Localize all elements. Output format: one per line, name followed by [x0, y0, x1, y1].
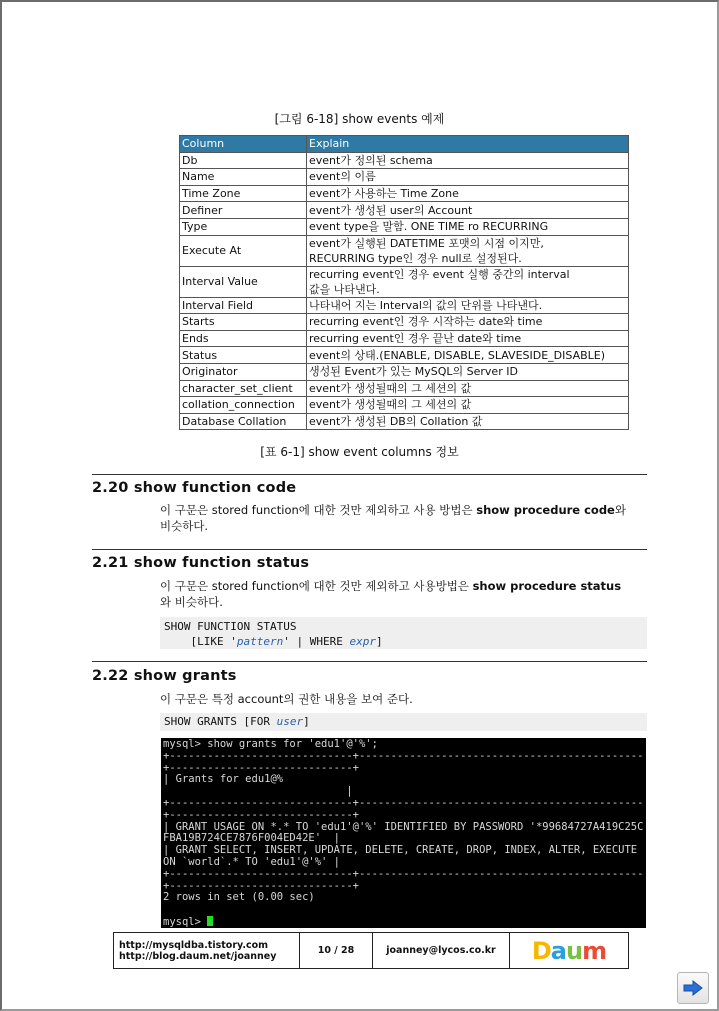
page-footer [113, 932, 629, 969]
table-row [180, 380, 629, 397]
terminal-line: +-----------------------------+ [163, 879, 359, 892]
cell-column: character_set_client [180, 380, 307, 397]
section-text-show-grants: 이 구문은 특정 account의 권한 내용을 보여 준다. [160, 692, 413, 706]
terminal-line: | GRANT SELECT, INSERT, UPDATE, DELETE, CREATE, DROP, INDEX, ALTER, EXECUTE [163, 844, 638, 857]
table-header-row [180, 136, 629, 153]
section-title-function-status: 2.21 show function status [92, 555, 310, 571]
daum-logo-text [532, 937, 606, 965]
table-row [180, 218, 629, 235]
footer-links [114, 933, 300, 968]
event-columns-table [179, 135, 629, 430]
terminal-cursor [207, 916, 213, 926]
terminal-prompt: mysql> [163, 915, 208, 928]
table-row [180, 347, 629, 364]
table-row [180, 297, 629, 314]
table-row [180, 330, 629, 347]
header-explain: Explain [307, 136, 629, 153]
terminal-screenshot [161, 738, 646, 928]
syntax-code-block [160, 713, 647, 731]
footer-link-daum-blog[interactable]: http://blog.daum.net/joanney [119, 950, 277, 962]
cell-explain: event가 생성된 user의 Account [307, 202, 629, 219]
table-row [180, 185, 629, 202]
terminal-line: +-----------------------------+--------------------------------------------- [163, 749, 644, 762]
arrow-right-icon [683, 980, 703, 996]
table-row [180, 152, 629, 169]
cell-explain: recurring event인 경우 끝난 date와 time [307, 330, 629, 347]
section-title-show-grants: 2.22 show grants [92, 668, 237, 684]
logo-letter: a [550, 936, 566, 965]
terminal-line: FBA19B724CE7876F004ED42E' | [163, 832, 341, 845]
daum-logo [510, 933, 628, 968]
code-param-pattern: pattern [236, 635, 284, 648]
text: 이 구문은 stored function에 대한 것만 제외하고 사용 방법은 [160, 503, 477, 517]
cell-explain: event의 이름 [307, 169, 629, 186]
cell-column: collation_connection [180, 397, 307, 414]
cell-explain: event가 생성될때의 그 세션의 값 [307, 397, 629, 414]
footer-link-tistory[interactable]: http://mysqldba.tistory.com [119, 939, 268, 951]
cell-column: Execute At [180, 235, 307, 266]
cell-explain: recurring event인 경우 시작하는 date와 time [307, 314, 629, 331]
next-page-button[interactable] [677, 972, 709, 1004]
table-caption: [표 6-1] show event columns 정보 [260, 445, 459, 459]
terminal-line: | Grants for edu1@% [163, 773, 284, 786]
cell-column: Ends [180, 330, 307, 347]
section-text-function-status [160, 578, 630, 610]
cell-column: Database Collation [180, 413, 307, 430]
terminal-line: | GRANT USAGE ON *.* TO 'edu1'@'%' IDENTIFIED BY PASSWORD '*99684727A419C25C [163, 820, 644, 833]
cell-column: Type [180, 218, 307, 235]
logo-letter: D [531, 936, 551, 965]
bold-text: show procedure code [476, 503, 615, 517]
terminal-line: +-----------------------------+ [163, 808, 359, 821]
code-param-user: user [276, 715, 304, 728]
code-param-expr: expr [349, 635, 376, 648]
table-row [180, 314, 629, 331]
cell-explain: event가 생성된 DB의 Collation 값 [307, 413, 629, 430]
table-row [180, 397, 629, 414]
bold-text: show procedure status [472, 579, 622, 593]
terminal-line [163, 904, 644, 916]
text: 와 비슷하다. [160, 595, 223, 609]
header-column: Column [180, 136, 307, 153]
terminal-line: mysql> show grants for 'edu1'@'%'; [163, 738, 378, 750]
terminal-line: 2 rows in set (0.00 sec) [163, 891, 315, 904]
cell-explain: event의 상태.(ENABLE, DISABLE, SLAVESIDE_DISABLE) [307, 347, 629, 364]
table-row [180, 235, 629, 266]
terminal-line: | [163, 785, 353, 798]
table-row [180, 202, 629, 219]
table-row [180, 266, 629, 297]
text: 와 비슷하다. [160, 503, 626, 533]
logo-letter: m [582, 936, 607, 965]
cell-column: Interval Field [180, 297, 307, 314]
code-text: SHOW GRANTS [FOR [164, 715, 277, 728]
cell-explain: event type을 말함. ONE TIME ro RECURRING [307, 218, 629, 235]
code-text: ] [375, 635, 383, 648]
section-text-function-code [160, 502, 630, 534]
text: 이 구문은 stored function에 대한 것만 제외하고 사용방법은 [160, 579, 473, 593]
cell-column: Originator [180, 363, 307, 380]
page-number: 10 / 28 [300, 933, 373, 968]
code-text: [LIKE ' [164, 635, 237, 648]
cell-column: Definer [180, 202, 307, 219]
terminal-line: ON `world`.* TO 'edu1'@'%' | [163, 855, 341, 868]
cell-explain: event가 정의된 schema [307, 152, 629, 169]
cell-explain: recurring event인 경우 event 실행 중간의 interval 값을 나타낸다. [307, 266, 629, 297]
cell-explain: 생성된 Event가 있는 MySQL의 Server ID [307, 363, 629, 380]
terminal-line: +-----------------------------+--------------------------------------------- [163, 796, 644, 809]
code-text: ] [303, 715, 310, 728]
code-line: SHOW FUNCTION STATUS [164, 620, 297, 633]
cell-explain: event가 실행된 DATETIME 포맷의 시점 이지만, RECURRING type인 경우 null로 설정된다. [307, 235, 629, 266]
section-divider [92, 474, 647, 475]
figure-caption: [그림 6-18] show events 예제 [274, 112, 445, 126]
cell-column: Status [180, 347, 307, 364]
logo-letter: u [566, 936, 583, 965]
terminal-line: +-----------------------------+ [163, 761, 359, 774]
cell-column: Interval Value [180, 266, 307, 297]
cell-column: Db [180, 152, 307, 169]
table-row [180, 363, 629, 380]
cell-column: Name [180, 169, 307, 186]
cell-explain: 나타내어 지는 Interval의 값의 단위를 나타낸다. [307, 297, 629, 314]
section-title-function-code: 2.20 show function code [92, 480, 297, 496]
table-row [180, 413, 629, 430]
cell-column: Starts [180, 314, 307, 331]
cell-explain: event가 생성될때의 그 세션의 값 [307, 380, 629, 397]
cell-explain: event가 사용하는 Time Zone [307, 185, 629, 202]
terminal-output [163, 739, 644, 916]
code-text: ' | WHERE [283, 635, 350, 648]
section-divider [92, 549, 647, 550]
table-row [180, 169, 629, 186]
section-divider [92, 661, 647, 662]
cell-column: Time Zone [180, 185, 307, 202]
syntax-code-block [160, 617, 647, 649]
footer-email[interactable]: joanney@lycos.co.kr [373, 933, 510, 968]
terminal-line: +-----------------------------+--------------------------------------------- [163, 867, 644, 880]
